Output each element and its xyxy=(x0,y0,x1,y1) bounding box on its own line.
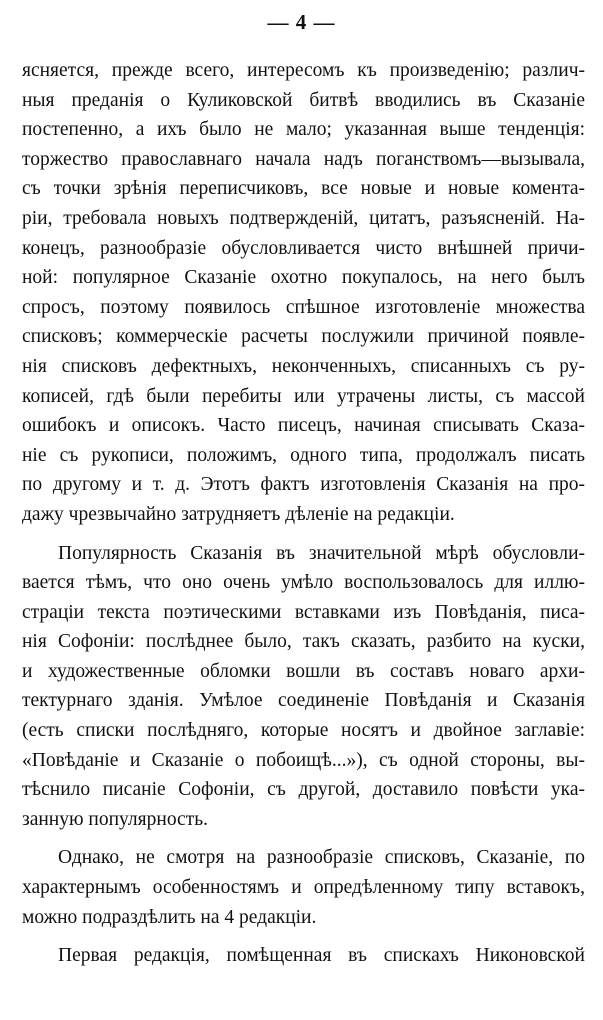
text-line: по другому и т. д. Этотъ фактъ изготовленія Сказанія на про- xyxy=(22,474,585,496)
text-line: конецъ, разнообразіе обусловливается чисто внѣшней причи- xyxy=(22,237,585,259)
text-line: дажу чрезвычайно затрудняетъ дѣленіе на редакціи. xyxy=(22,503,455,525)
text-line: ныя преданія о Куликовской битвѣ вводились въ Сказаніе xyxy=(22,89,585,111)
text-line: нія списковъ дефектныхъ, неконченныхъ, списанныхъ съ ру- xyxy=(22,355,585,377)
text-line: Первая редакція, помѣщенная въ спискахъ Никоновской xyxy=(58,945,585,967)
text-line: кописей, гдѣ были перебиты или утрачены листы, съ массой xyxy=(22,385,585,407)
text-line: Популярность Сказанія въ значительной мѣрѣ обусловли- xyxy=(58,542,585,564)
text-line: спросъ, поэтому появилось спѣшное изготовленіе множества xyxy=(22,296,585,318)
paragraph xyxy=(22,843,585,932)
body-text xyxy=(22,56,585,971)
text-line: тѣснило писаніе Софоніи, съ другой, доставило повѣсти ука- xyxy=(22,779,585,801)
text-line: страціи текста поэтическими вставками изъ Повѣданія, писа- xyxy=(22,601,585,623)
text-line: тектурнаго зданія. Умѣлое соединеніе Повѣданія и Сказанія xyxy=(22,690,585,712)
text-line: можно подраздѣлить на 4 редакціи. xyxy=(22,906,317,928)
text-line: торжество православнаго начала надъ поганствомъ—вызывала, xyxy=(22,148,585,170)
text-line: ніе съ рукописи, положимъ, одного типа, продолжалъ писать xyxy=(22,444,585,466)
page-number: — 4 — xyxy=(267,10,336,34)
text-line: характернымъ особенностямъ и опредѣленному типу вставокъ, xyxy=(22,877,585,899)
text-line: Однако, не смотря на разнообразіе списковъ, Сказаніе, по xyxy=(58,847,585,869)
text-line: и художественные обломки вошли въ составъ новаго архи- xyxy=(22,660,585,682)
text-line: ошибокъ и описокъ. Часто писецъ, начиная списывать Сказа- xyxy=(22,415,585,437)
text-line: вается тѣмъ, что оно очень умѣло воспользовалось для иллю- xyxy=(22,572,585,594)
text-line: (есть списки послѣдняго, которые носятъ и двойное заглавіе: xyxy=(22,720,585,742)
paragraph xyxy=(22,941,585,971)
text-line: «Повѣданіе и Сказаніе о побоищѣ...»), съ одной стороны, вы- xyxy=(22,749,585,771)
paragraph xyxy=(22,56,585,530)
text-line: постепенно, а ихъ было не мало; указанная выше тенденція: xyxy=(22,119,585,141)
text-line: нія Софоніи: послѣднее было, такъ сказать, разбито на куски, xyxy=(22,631,585,653)
text-line: ной: популярное Сказаніе охотно покупалось, на него былъ xyxy=(22,267,585,289)
text-line: ріи, требовала новыхъ подтвержденій, цитатъ, разъясненій. На- xyxy=(22,207,585,229)
text-line: ясняется, прежде всего, интересомъ къ произведенію; различ- xyxy=(22,60,585,81)
text-line: списковъ; коммерческіе расчеты послужили причиной появле- xyxy=(22,326,585,348)
text-line: занную популярность. xyxy=(22,808,209,830)
paragraph xyxy=(22,539,585,835)
text-line: съ точки зрѣнія переписчиковъ, все новые и новые коментa- xyxy=(22,178,585,200)
